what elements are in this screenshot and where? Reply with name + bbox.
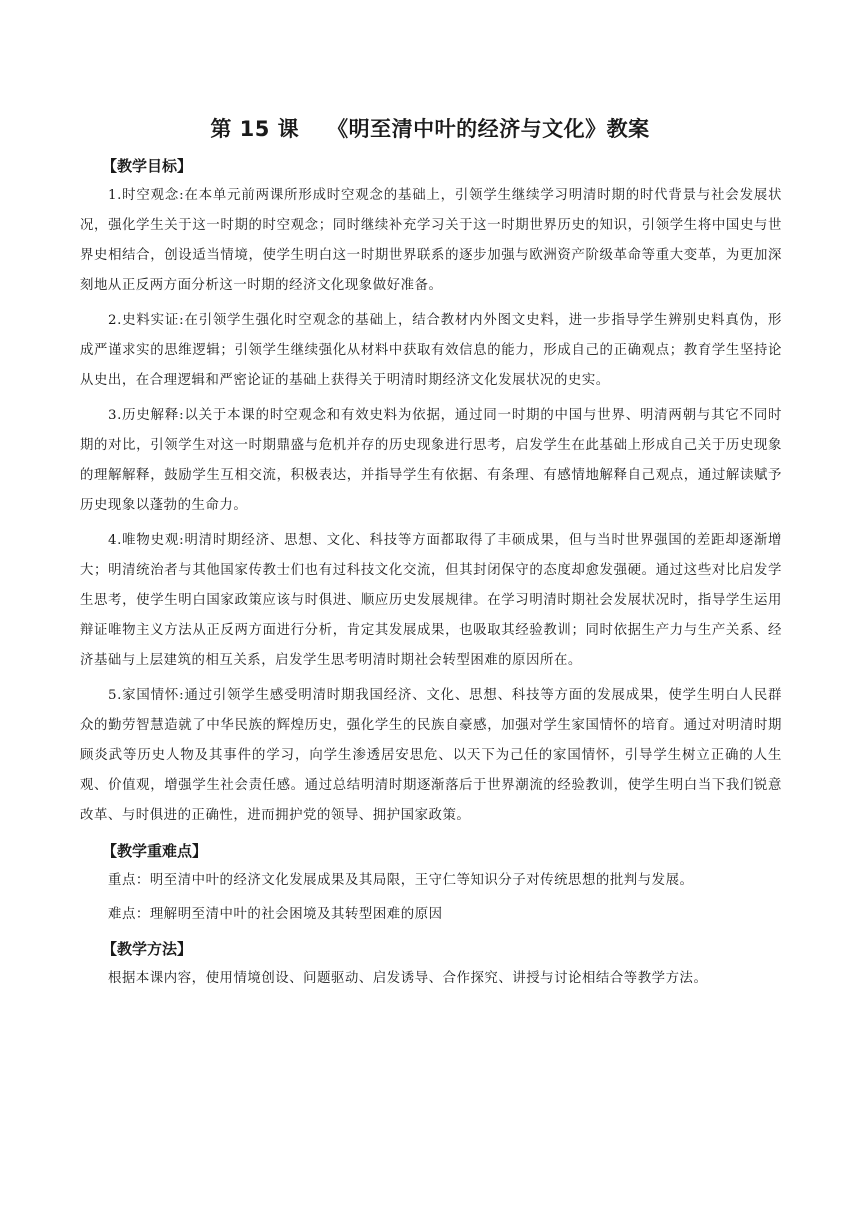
objective-paragraph-5: 5.家国情怀:通过引领学生感受明清时期我国经济、文化、思想、科技等方面的发展成果，使学生明白人民群众的勤劳智慧造就了中华民族的辉煌历史，强化学生的民族自豪感，加强对学生家国情怀的培育。通过对明清时期顾炎武等历史人物及其事件的学习，向学生渗透居安思危、以天下为己任的家国情怀，引导学生树立正确的人生观、价值观，增强学生社会责任感。通过总结明清时期逐渐落后于世界潮流的经验教训，使学生明白当下我们锐意改革、与时俱进的正确性，进而拥护党的领导、拥护国家政策。	[80, 688, 782, 823]
key-point-difficulty: 难点：理解明至清中叶的社会困境及其转型困难的原因	[108, 907, 443, 922]
key-point-focus: 重点：明至清中叶的经济文化发展成果及其局限，王守仁等知识分子对传统思想的批判与发展。	[108, 873, 694, 888]
objective-paragraph-2: 2.史料实证:在引领学生强化时空观念的基础上，结合教材内外图文史料，进一步指导学生辨别史料真伪，形成严谨求实的思维逻辑；引领学生继续强化从材料中获取有效信息的能力，形成自己的正确观点；教育学生坚持论从史出，在合理逻辑和严密论证的基础上获得关于明清时期经济文化发展状况的史实。	[80, 313, 782, 388]
objective-paragraph-1: 1.时空观念:在本单元前两课所形成时空观念的基础上，引领学生继续学习明清时期的时代背景与社会发展状况，强化学生关于这一时期的时空观念；同时继续补充学习关于这一时期世界历史的知识，引领学生将中国史与世界史相结合，创设适当情境，使学生明白这一时期世界联系的逐步加强与欧洲资产阶级革命等重大变革，为更加深刻地从正反两方面分析这一时期的经济文化现象做好准备。	[80, 188, 782, 293]
methods-text: 根据本课内容，使用情境创设、问题驱动、启发诱导、合作探究、讲授与讨论相结合等教学方法。	[108, 971, 708, 986]
section-heading-objectives: 【教学目标】	[102, 157, 193, 175]
section-heading-key-points: 【教学重难点】	[102, 842, 208, 860]
objective-paragraph-4: 4.唯物史观:明清时期经济、思想、文化、科技等方面都取得了丰硕成果，但与当时世界强国的差距却逐渐增大；明清统治者与其他国家传教士们也有过科技文化交流，但其封闭保守的态度却愈发强硬。通过这些对比启发学生思考，使学生明白国家政策应该与时俱进、顺应历史发展规律。在学习明清时期社会发展状况时，指导学生运用辩证唯物主义方法从正反两方面进行分析，肯定其发展成果，也吸取其经验教训；同时依据生产力与生产关系、经济基础与上层建筑的相互关系，启发学生思考明清时期社会转型困难的原因所在。	[80, 533, 782, 668]
section-heading-methods: 【教学方法】	[102, 940, 193, 958]
document-body	[80, 149, 782, 998]
lesson-number: 第 15 课	[210, 117, 300, 141]
lesson-title: 《明至清中叶的经济与文化》教案	[327, 117, 650, 141]
objective-paragraph-3: 3.历史解释:以关于本课的时空观念和有效史料为依据，通过同一时期的中国与世界、明清两朝与其它不同时期的对比，引领学生对这一时期鼎盛与危机并存的历史现象进行思考，启发学生在此基础上形成自己关于历史现象的理解解释，鼓励学生互相交流，积极表达，并指导学生有依据、有条理、有感情地解释自己观点，通过解读赋予历史现象以蓬勃的生命力。	[80, 408, 782, 513]
document-title	[0, 113, 860, 145]
